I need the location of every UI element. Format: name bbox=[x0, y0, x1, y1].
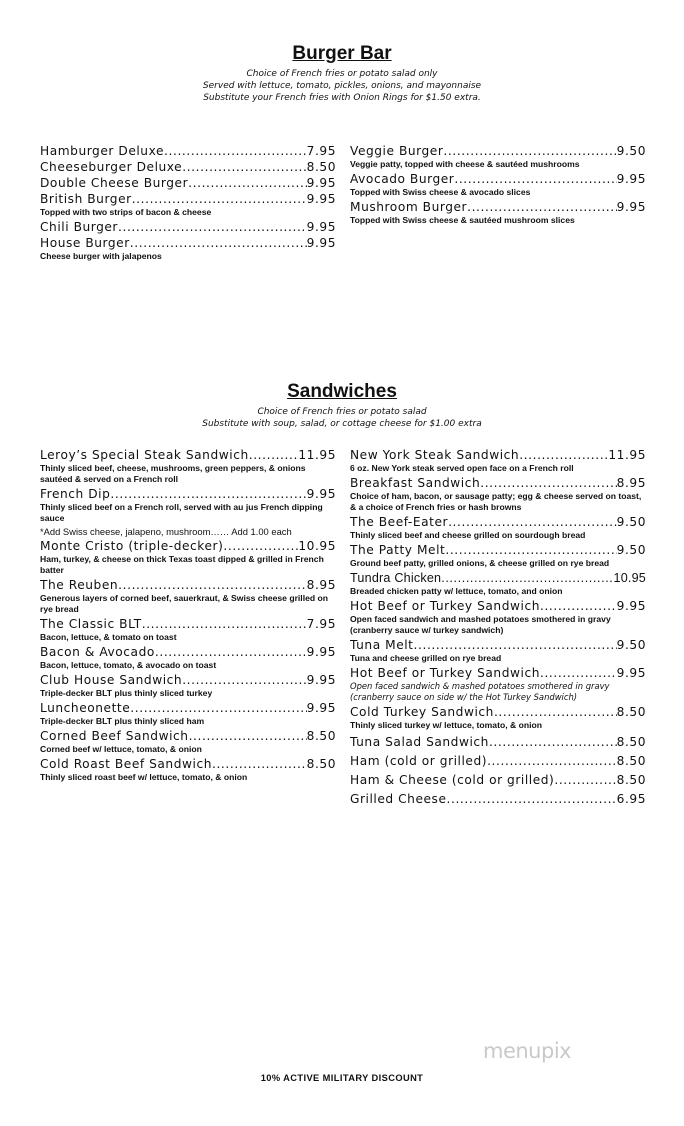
menu-item bbox=[40, 235, 336, 251]
item-description: Ham, turkey, & cheese on thick Texas toast dipped & grilled in French batter bbox=[40, 554, 324, 575]
military-discount-footer: 10% ACTIVE MILITARY DISCOUNT bbox=[260, 1073, 424, 1083]
sandwiches-subtitle bbox=[0, 406, 684, 430]
item-name: Tundra Chicken bbox=[350, 571, 442, 585]
item-price: 9.50 bbox=[616, 144, 646, 158]
item-name: Bacon & Avocado bbox=[40, 645, 155, 659]
item-name: New York Steak Sandwich bbox=[350, 448, 520, 462]
item-price: 9.95 bbox=[616, 599, 646, 613]
menu-item bbox=[350, 598, 646, 614]
item-price: 10.95 bbox=[613, 571, 646, 585]
watermark-logo: menupix bbox=[483, 1039, 572, 1063]
sandwiches-title: Sandwiches bbox=[287, 381, 397, 402]
item-price: 9.95 bbox=[306, 192, 336, 206]
item-price: 9.95 bbox=[306, 176, 336, 190]
burger-bar-title: Burger Bar bbox=[292, 43, 392, 64]
item-description: Ground beef patty, grilled onions, & cheese grilled on rye bread bbox=[350, 558, 610, 568]
item-name: Hamburger Deluxe bbox=[40, 144, 165, 158]
item-price: 11.95 bbox=[298, 448, 336, 462]
burger-left-column bbox=[40, 143, 336, 263]
item-description: Open faced sandwich and mashed potatoes smothered in gravy (cranberry sauce w/ turkey sandwich) bbox=[350, 614, 611, 635]
menu-item bbox=[40, 577, 336, 593]
sandwiches-left-column bbox=[40, 447, 336, 784]
item-description: Veggie patty, topped with cheese & sautéed mushrooms bbox=[350, 159, 580, 169]
item-price: 9.95 bbox=[616, 172, 646, 186]
item-name: Hot Beef or Turkey Sandwich bbox=[350, 666, 540, 680]
menu-item bbox=[40, 756, 336, 772]
item-price: 8.50 bbox=[616, 754, 646, 768]
item-description: 6 oz. New York steak served open face on a French roll bbox=[350, 463, 574, 473]
item-name: Breakfast Sandwich bbox=[350, 476, 481, 490]
subtitle-line: Substitute with soup, salad, or cottage cheese for $1.00 extra bbox=[202, 419, 482, 429]
item-name: Grilled Cheese bbox=[350, 792, 447, 806]
item-name: Chili Burger bbox=[40, 220, 118, 234]
item-price: 9.95 bbox=[306, 487, 336, 501]
item-price: 8.95 bbox=[306, 578, 336, 592]
item-description: Bacon, lettuce, tomato, & avocado on toast bbox=[40, 660, 217, 670]
menu-item bbox=[40, 219, 336, 235]
item-name: House Burger bbox=[40, 236, 130, 250]
item-description: Topped with two strips of bacon & cheese bbox=[40, 207, 212, 217]
menu-item bbox=[350, 199, 646, 215]
item-name: Mushroom Burger bbox=[350, 200, 468, 214]
item-name: Cold Roast Beef Sandwich bbox=[40, 757, 212, 771]
item-price: 8.50 bbox=[616, 735, 646, 749]
menu-item bbox=[40, 191, 336, 207]
menu-item bbox=[40, 728, 336, 744]
item-name: Ham & Cheese (cold or grilled) bbox=[350, 773, 555, 787]
item-description: Thinly sliced beef and cheese grilled on sourdough bread bbox=[350, 530, 586, 540]
item-name: Club House Sandwich bbox=[40, 673, 183, 687]
menu-item bbox=[350, 791, 646, 807]
item-name: Avocado Burger bbox=[350, 172, 455, 186]
menu-item bbox=[350, 734, 646, 750]
menu-item bbox=[350, 570, 646, 586]
item-price: 9.50 bbox=[616, 515, 646, 529]
item-description: Thinly sliced beef, cheese, mushrooms, green peppers, & onions sautéed & served on a French roll bbox=[40, 463, 306, 484]
item-price: 8.50 bbox=[616, 705, 646, 719]
menu-item bbox=[40, 175, 336, 191]
subtitle-line: Choice of French fries or potato salad bbox=[257, 407, 427, 417]
item-name: Corned Beef Sandwich bbox=[40, 729, 189, 743]
item-price: 8.50 bbox=[306, 160, 336, 174]
item-description: Choice of ham, bacon, or sausage patty; egg & cheese served on toast, & a choice of French fries or hash browns bbox=[350, 491, 642, 512]
item-name: Tuna Salad Sandwich bbox=[350, 735, 489, 749]
item-name: The Reuben bbox=[40, 578, 119, 592]
item-price: 9.95 bbox=[616, 200, 646, 214]
menu-item bbox=[40, 616, 336, 632]
item-name: Ham (cold or grilled) bbox=[350, 754, 488, 768]
item-description: Topped with Swiss cheese & avocado slices bbox=[350, 187, 531, 197]
item-price: 9.50 bbox=[616, 638, 646, 652]
menu-item bbox=[350, 665, 646, 681]
menu-item bbox=[40, 159, 336, 175]
menu-item bbox=[350, 772, 646, 788]
item-description: Cheese burger with jalapenos bbox=[40, 251, 162, 261]
menu-item bbox=[40, 447, 336, 463]
subtitle-line: Substitute your French fries with Onion Rings for $1.50 extra. bbox=[203, 93, 481, 103]
item-description: Thinly sliced turkey w/ lettuce, tomato, & onion bbox=[350, 720, 542, 730]
item-price: 9.95 bbox=[306, 220, 336, 234]
menu-item bbox=[350, 447, 646, 463]
item-name: Hot Beef or Turkey Sandwich bbox=[350, 599, 540, 613]
item-name: Cold Turkey Sandwich bbox=[350, 705, 494, 719]
item-price: 8.95 bbox=[616, 476, 646, 490]
item-description: Open faced sandwich & mashed potatoes smothered in gravy (cranberry sauce on side w/ the Hot Turkey Sandwich) bbox=[350, 681, 610, 702]
item-price: 6.95 bbox=[616, 792, 646, 806]
item-price: 9.95 bbox=[306, 673, 336, 687]
item-price: 8.50 bbox=[306, 729, 336, 743]
item-price: 11.95 bbox=[608, 448, 646, 462]
item-name: The Patty Melt bbox=[350, 543, 446, 557]
item-price: 9.95 bbox=[306, 236, 336, 250]
menu-item bbox=[40, 700, 336, 716]
item-name: The Classic BLT bbox=[40, 617, 142, 631]
menu-item bbox=[350, 704, 646, 720]
item-name: Leroy’s Special Steak Sandwich bbox=[40, 448, 249, 462]
add-on-note: *Add Swiss cheese, jalapeno, mushroom…… Add 1.00 each bbox=[40, 526, 292, 537]
item-name: Luncheonette bbox=[40, 701, 131, 715]
burger-right-column bbox=[350, 143, 646, 227]
sandwiches-right-column bbox=[350, 447, 646, 807]
item-description: Breaded chicken patty w/ lettuce, tomato, and onion bbox=[350, 586, 563, 596]
item-price: 7.95 bbox=[306, 617, 336, 631]
item-price: 9.95 bbox=[616, 666, 646, 680]
menu-item bbox=[350, 171, 646, 187]
item-name: Monte Cristo (triple-decker) bbox=[40, 539, 224, 553]
item-name: The Beef-Eater bbox=[350, 515, 449, 529]
item-name: Tuna Melt bbox=[350, 638, 414, 652]
item-price: 9.95 bbox=[306, 701, 336, 715]
item-price: 7.95 bbox=[306, 144, 336, 158]
item-name: French Dip bbox=[40, 487, 111, 501]
item-description: Thinly sliced roast beef w/ lettuce, tomato, & onion bbox=[40, 772, 248, 782]
item-price: 9.95 bbox=[306, 645, 336, 659]
burger-bar-subtitle bbox=[0, 68, 684, 104]
subtitle-line: Choice of French fries or potato salad only bbox=[246, 69, 438, 79]
item-description: Tuna and cheese grilled on rye bread bbox=[350, 653, 502, 663]
item-description: Bacon, lettuce, & tomato on toast bbox=[40, 632, 177, 642]
menu-item bbox=[40, 644, 336, 660]
item-price: 8.50 bbox=[306, 757, 336, 771]
menu-item bbox=[350, 753, 646, 769]
item-name: British Burger bbox=[40, 192, 132, 206]
item-description: Triple-decker BLT plus thinly sliced ham bbox=[40, 716, 205, 726]
item-price: 8.50 bbox=[616, 773, 646, 787]
item-description: Topped with Swiss cheese & sautéed mushroom slices bbox=[350, 215, 575, 225]
menu-item bbox=[350, 475, 646, 491]
menu-item bbox=[40, 143, 336, 159]
menu-item bbox=[350, 143, 646, 159]
item-name: Veggie Burger bbox=[350, 144, 444, 158]
item-price: 10.95 bbox=[298, 539, 336, 553]
menu-item bbox=[40, 486, 336, 502]
menu-item bbox=[40, 672, 336, 688]
item-description: Thinly sliced beef on a French roll, served with au jus French dipping sauce bbox=[40, 502, 323, 523]
menu-item bbox=[350, 542, 646, 558]
item-name: Cheeseburger Deluxe bbox=[40, 160, 183, 174]
menu-item bbox=[350, 514, 646, 530]
item-description: Corned beef w/ lettuce, tomato, & onion bbox=[40, 744, 202, 754]
item-description: Generous layers of corned beef, sauerkraut, & Swiss cheese grilled on rye bread bbox=[40, 593, 328, 614]
item-description: Triple-decker BLT plus thinly sliced turkey bbox=[40, 688, 213, 698]
subtitle-line: Served with lettuce, tomato, pickles, onions, and mayonnaise bbox=[202, 81, 482, 91]
item-name: Double Cheese Burger bbox=[40, 176, 189, 190]
item-price: 9.50 bbox=[616, 543, 646, 557]
menu-item bbox=[40, 538, 336, 554]
menu-item bbox=[350, 637, 646, 653]
